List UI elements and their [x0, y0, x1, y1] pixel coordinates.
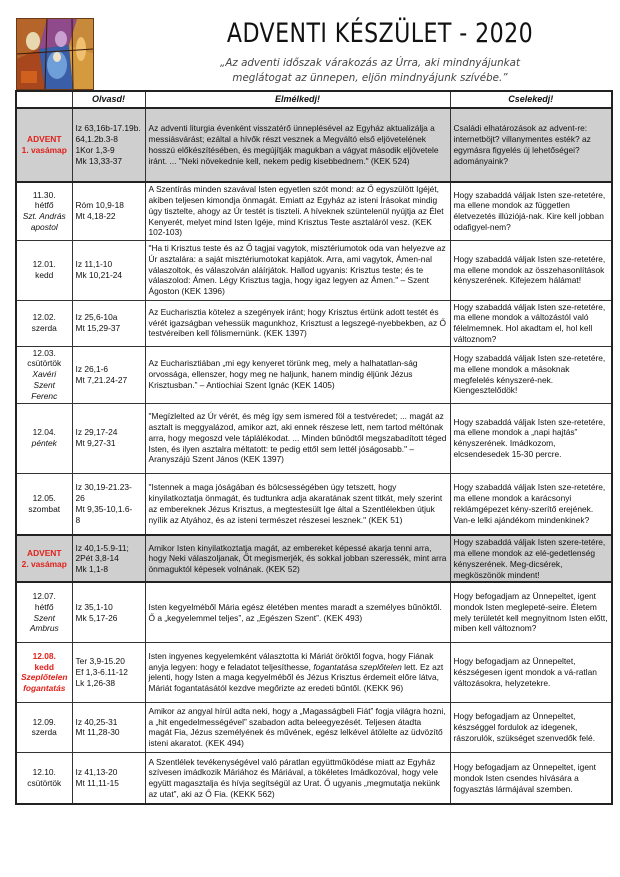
table-row: [16, 752, 612, 804]
action-cell: [450, 535, 612, 582]
reading-reference: 1Kor 1,3-9: [75, 145, 115, 155]
day-cell: [16, 403, 72, 473]
reading-reference: Mk 10,21-24: [75, 270, 123, 280]
day-label: csütörtök: [27, 778, 62, 789]
table-row: [16, 403, 612, 473]
subtitle-line-2: meglátogat az ünnepen, eljön mindnyájunk szívébe.”: [232, 72, 508, 84]
reading-reference: Iz 41,13-20: [75, 767, 118, 778]
reading-reference: 64,1.2b.3-8: [75, 134, 118, 145]
reading-reference: Mt 15,29-37: [75, 323, 121, 334]
reading-reference: Iz 63,16b-17.19b.: [75, 123, 141, 134]
reflection-text: A Szentírás minden szavával Isten egyetlen szót mond: az Ő egyszülött Igéjét, akiben teljesen kimondja önmagát. Emiatt az Egyház az isteni Írásokat mindig úgy tisztelte, ahogy az Úr testét is tiszteli. A híveknek szüntelenül nyújtja az Élet Kenyerét, melyet mind Isten Igéje, mind Krisztus Teste asztaláról vesz. (KEK 102-103): [148, 184, 444, 238]
reading-reference: Iz 25,6-10a: [75, 312, 118, 323]
reflection-cell: [145, 240, 450, 300]
day-label: 12.09.: [32, 716, 56, 727]
reflection-cell: [145, 403, 450, 473]
table-row: [16, 702, 612, 752]
table-row: [16, 240, 612, 300]
action-cell: [450, 642, 612, 702]
reflection-text: "Megízlelted az Úr vérét, és még így sem ismered föl a testvéredet; ... magát az asztalt is meggyalázod, amikor azt, aki ennek részese lett, nem tartod méltónak arra, hogy megoszd vele táplálékodat. ... Minden bűnödtől megszabadított téged Isten, és ilyen asztalra méltatott: te pedig ettől sem lettél jóságosabb." – Aranyszájú Szent János (KEK 1397): [148, 411, 447, 465]
readings-cell: [72, 346, 145, 403]
reading-reference: 26: [75, 493, 85, 504]
day-cell: [16, 535, 72, 582]
day-label: 12.08.: [32, 650, 56, 661]
action-cell: [450, 473, 612, 535]
readings-cell: [72, 300, 145, 346]
reflection-cell: [145, 582, 450, 642]
readings-cell: [72, 182, 145, 240]
subtitle-line-1: „Az adventi időszak várakozás az Úrra, aki mindnyájunkat: [220, 57, 520, 69]
feast-name: Szt. András: [22, 211, 66, 222]
day-label: szerda: [31, 727, 57, 738]
reflection-cell: [145, 182, 450, 240]
action-text: Hogy befogadjam az Ünnepeltet, igent mondok Isten meglepeté-seire. Életem mely területét kell megnyitnom Isten előtt, miben kell változnom?: [453, 591, 608, 634]
feast-name: Szeplőtelen: [20, 672, 68, 683]
readings-cell: [72, 752, 145, 804]
action-cell: [450, 182, 612, 240]
action-cell: [450, 752, 612, 804]
day-cell: [16, 346, 72, 403]
day-cell: [16, 473, 72, 535]
action-text: Hogy szabaddá váljak Isten sze-retetére, ma ellene mondok a „napi hajtás” kényszerének. Imádkozom, elcsendesedek 15-30 percre.: [453, 416, 606, 459]
reflection-cell: [145, 642, 450, 702]
table-row: [16, 582, 612, 642]
day-label: 2. vasámap: [21, 558, 67, 569]
nativity-stained-glass-icon: [17, 19, 93, 89]
feast-name: fogantatás: [23, 683, 66, 694]
reflection-text: Amikor Isten kinyilatkoztatja magát, az embereket képessé akarja tenni arra, hogy Neki válaszoljanak, Őt megismerjék, és sokkal jobban szeressék, mint arra önmaguktól képesek volnának. (KEK 52): [148, 542, 447, 575]
reading-reference: Mt 4,18-22: [75, 211, 116, 222]
reflection-text: Amikor az angyal hírül adta neki, hogy a „Magasságbeli Fiát” fogja világra hozni, a „hit engedelmességével” szabadon adta beleegyezését. Teljesen átadta magát Fia, Jézus személyének és művének, egész lelkével átölelte az üdvözítő isteni akaratot. (KEK 494): [148, 705, 446, 749]
action-cell: [450, 582, 612, 642]
reading-reference: Mt 11,28-30: [75, 727, 120, 738]
day-cell: [16, 642, 72, 702]
feast-name: Szent Ambrus: [29, 612, 59, 634]
action-cell: [450, 403, 612, 473]
feast-name: péntek: [31, 438, 57, 449]
reading-reference: Ef 1,3-6.11-12: [75, 666, 128, 677]
feast-name: apostol: [30, 222, 58, 233]
action-text: Hogy szabaddá váljak Isten sze-retetére, ma ellene mondok a változástól való félelmemnek. Hol akadtam el, hol kell változnom?: [453, 301, 606, 344]
readings-cell: [72, 240, 145, 300]
action-cell: [450, 240, 612, 300]
action-text: Hogy befogadjam az Ünnepeltet, készségesen igent mondok a vá-ratlan változásokra, helyzetekre.: [453, 656, 597, 688]
action-text: Hogy szabaddá váljak Isten sze-retetére, ma ellene mondok az összehasonlítások kényszerének. Kifejezem hálámat!: [453, 253, 606, 286]
reading-reference: Mk 5,17-26: [75, 612, 118, 623]
action-text: Hogy szabaddá váljak Isten sze-retetére, ma ellene mondok a karácsonyi reklámgépezet kény-szerítő erejének. Van-e lelki ajándékom mindenkinek?: [453, 482, 606, 525]
readings-cell: [72, 702, 145, 752]
reading-reference: Mt 9,35-10,1.6-: [75, 503, 133, 514]
day-label: csütörtök: [27, 358, 62, 369]
reflection-text: "Istennek a maga jóságában és bölcsességében úgy tetszett, hogy kinyilatkoztatja önmagát, és tudtunkra adja akaratának szent titkát, mely szerint az embereknek Jézus Krisztus, a megtestesült Ige által a Szentlélekben útjuk nyílik az Atyához, és az isteni természet részesei lesznek." (KEK 51): [148, 482, 443, 525]
readings-cell: [72, 535, 145, 582]
reading-reference: 2Pét 3,8-14: [75, 553, 119, 564]
reflection-text: Isten kegyelméből Mária egész életében mentes maradt a személyes bűnöktől. Ő a „kegyelemmel teljes”, az „Egészen Szent”. (KEK 493): [148, 601, 442, 623]
day-label: 11.30.: [32, 189, 56, 200]
reading-reference: Iz 29,17-24: [75, 427, 118, 438]
reflection-cell: [145, 108, 450, 182]
day-label: 12.03.: [32, 347, 56, 358]
table-row: [16, 182, 612, 240]
reflection-cell: [145, 346, 450, 403]
day-label: ADVENT: [27, 547, 62, 558]
reading-reference: Mk 1,1-8: [75, 564, 109, 575]
action-cell: [450, 702, 612, 752]
day-cell: [16, 108, 72, 182]
day-label: hétfő: [34, 200, 54, 211]
reflection-text-part: Isten ingyenes kegyelemként választotta ki Máriát öröktől fogva, hogy Fiának anyja legyen: hogy e feladatot teljesíthesse,: [148, 650, 434, 672]
table-row: [16, 346, 612, 403]
action-text: Családi elhatározások az advent-re: internetböjt? villanymentes esték? az egymásra figyelés új lehetőségei? adományaink?: [453, 123, 591, 166]
day-label: 12.07.: [32, 591, 56, 602]
action-text: Hogy szabaddá váljak Isten sze-retetére, ma ellene mondok a másoknak megfelelés kényszeré-nek. Kiengesztelődök!: [453, 353, 606, 396]
action-text: Hogy szabaddá váljak Isten szere-tetére, ma ellene mondok az elé-gedetlenség kényszerének. Meg-dicsérek, megköszönök mindent!: [453, 537, 606, 580]
table-row: [16, 108, 612, 182]
readings-cell: [72, 403, 145, 473]
day-label: kedd: [35, 270, 54, 280]
page-subtitle-quote: [185, 56, 555, 86]
day-label: 12.10.: [32, 767, 56, 778]
action-text: Hogy befogadjam az Ünnepeltet, készséggel fordulok az idegenek, rászorulók, szükséget szenvedők felé.: [453, 711, 596, 743]
reading-reference: Iz 40,1-5.9-11;: [75, 542, 129, 553]
nativity-logo-image: [16, 18, 94, 90]
reading-reference: Mt 7,21.24-27: [75, 374, 128, 385]
reading-reference: Iz 11,1-10: [75, 259, 113, 270]
table-row: [16, 300, 612, 346]
reading-reference: 8: [75, 514, 81, 525]
feast-name: Szent Ferenc: [31, 380, 58, 401]
reading-reference: Mt 9,27-31: [75, 438, 116, 449]
reflection-cell: [145, 300, 450, 346]
action-cell: [450, 300, 612, 346]
reflection-text-part: lett. Ez azt jelenti, hogy Isten a maga kegyelméből és Jézus Krisztus érdemeit előre látva, Máriát fogantatásától kezdve megőrizte az eredeti bűntől. (KEKK 96): [148, 661, 444, 694]
day-label: 12.01.: [32, 259, 56, 270]
reflection-cell: [145, 752, 450, 804]
reflection-text: Az Eucharisztia kötelez a szegények iránt; hogy Krisztus értünk adott testét és vérét igazságban vehessük magunkhoz, Krisztust a legszegé-nyebbekben, az Ő testvéreiben kell fölismernünk. (KEK 1397): [148, 306, 446, 339]
table-row: [16, 642, 612, 702]
reflection-text: "Ha ti Krisztus teste és az Ő tagjai vagytok, misztériumotok oda van helyezve az Úr asztalára: a saját misztériumotokat kapjátok. Arra, ami vagytok, Ámen-nal válaszoltok, és válaszolván aláírjátok. Hallod ugyanis: Krisztus teste; és te válaszolod: Ámen. Légy Krisztus tagja, hogy igaz legyen az Ámen." – Szent Ágoston (KEK 1396): [148, 243, 446, 297]
day-label: szombat: [28, 503, 61, 514]
day-cell: [16, 240, 72, 300]
column-header-day: [16, 91, 72, 108]
action-cell: [450, 346, 612, 403]
reading-reference: Mk 13,33-37: [75, 155, 123, 166]
column-header-act: Cselekedj!: [450, 91, 612, 108]
day-cell: [16, 582, 72, 642]
action-text: Hogy szabaddá váljak Isten sze-retetére, ma ellene mondok az független életvezetés illúziójá-nak. Kire kell jobban odafigyel-nem?: [453, 189, 606, 233]
column-header-read: Olvasd!: [72, 91, 145, 108]
day-cell: [16, 702, 72, 752]
reading-reference: Ter 3,9-15.20: [75, 656, 125, 667]
reflection-text: A Szentlélek tevékenységével való páratlan együttműködése miatt az Egyház szívesen imádkozik Máriához és Máriával, a tökéletes Imádkozóval, hogy vele együtt magasztalja és hívja segítségül az Urat. Ő ugyanis „megmutatja nekünk az utat”, aki az Ő Fia. (KEKK 562): [148, 756, 440, 799]
reading-reference: Iz 26,1-6: [75, 363, 109, 374]
reading-reference: Iz 30,19-21.23-: [75, 482, 132, 493]
day-label: hétfő: [34, 601, 54, 612]
readings-cell: [72, 582, 145, 642]
day-label: ADVENT: [27, 134, 62, 145]
table-header-row: [16, 91, 612, 108]
reading-reference: Iz 35,1-10: [75, 601, 113, 612]
table-body: [16, 108, 612, 804]
advent-plan-table: [15, 90, 613, 805]
action-cell: [450, 108, 612, 182]
table-row: [16, 535, 612, 582]
readings-cell: [72, 473, 145, 535]
day-label: 12.05.: [32, 493, 56, 504]
reflection-text-part: fogantatása szeplőtelen: [313, 661, 402, 672]
day-label: 12.02.: [32, 312, 56, 323]
page-title: ADVENTI KÉSZÜLET - 2020: [226, 18, 534, 49]
reflection-cell: [145, 535, 450, 582]
reflection-text: Az adventi liturgia évenként visszatérő ünneplésével az Egyház aktualizálja a messiásvárást; ezáltal a hívők részt vesznek a Megváltó első eljövetelének hosszú előkészítésében, és megújítják magukban a vágyat második eljövetele iránt. ... "Neki növekednie kell, nekem pedig kisebbednem." (KEK 524): [148, 123, 439, 166]
reading-reference: Lk 1,26-38: [75, 677, 116, 688]
readings-cell: [72, 108, 145, 182]
day-label: 1. vasámap: [21, 145, 67, 155]
day-cell: [16, 300, 72, 346]
day-cell: [16, 182, 72, 240]
day-cell: [16, 752, 72, 804]
reading-reference: Iz 40,25-31: [75, 716, 118, 727]
reading-reference: Róm 10,9-18: [75, 200, 124, 211]
table-row: [16, 473, 612, 535]
day-label: szerda: [31, 323, 57, 334]
reflection-cell: [145, 702, 450, 752]
action-text: Hogy befogadjam az Ünnepeltet, igent mondok Isten csendes hívására a fogyasztás lármájával szemben.: [453, 761, 596, 794]
reflection-cell: [145, 473, 450, 535]
column-header-reflect: Elmélkedj!: [145, 91, 450, 108]
day-label: 12.04.: [32, 427, 56, 438]
day-label: kedd: [34, 661, 55, 672]
reading-reference: Mt 11,11-15: [75, 778, 119, 789]
readings-cell: [72, 642, 145, 702]
reflection-text: Az Eucharisztiában „mi egy kenyeret törünk meg, mely a halhatatlan-ság orvossága, ellenszer, hogy meg ne haljunk, hanem mindig éljünk Jézus Krisztusban.” – Antiochiai Szent Ignác (KEK 1405): [148, 358, 418, 391]
feast-name: Xavéri: [32, 369, 57, 380]
